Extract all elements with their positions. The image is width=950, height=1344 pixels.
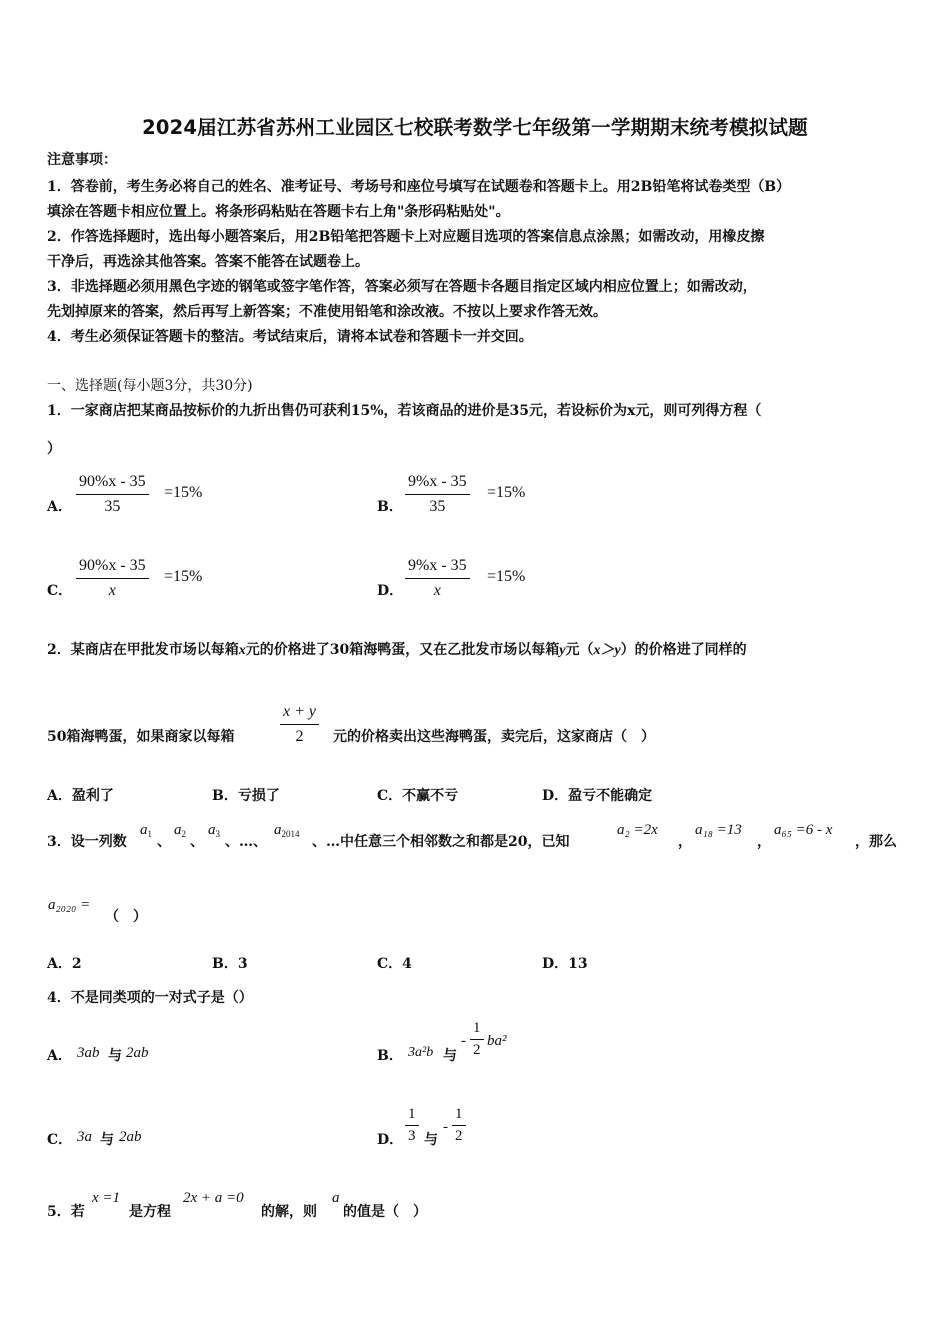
q4-option-b-expr1: 3a²b [408,1045,434,1060]
q4-option-c-expr2: 2ab [119,1129,142,1145]
q3-sep: 、 [190,834,204,850]
question-2-stem-a: 50箱海鸭蛋，如果商家以每箱 [47,729,235,745]
notice-line: 3．非选择题必须用黑色字迹的钢笔或签字笔作答，答案必须写在答题卡各题目指定区域内相应位置上；如需改动， [47,279,757,295]
q1-option-b-label: B． [377,499,403,515]
q5-variable-a: a [332,1190,340,1206]
q2-price-fraction: x + y 2 [280,702,319,747]
q4-option-b-label: B． [377,1048,403,1064]
q4-option-b-fraction: 1 2 [470,1020,484,1059]
question-5-middle-1: 是方程 [129,1204,171,1220]
q2-option-d: D．盈亏不能确定 [542,788,653,804]
q4-option-d-minus: - [443,1119,448,1135]
notice-line: 干净后，再选涂其他答案。答案不能答在试题卷上。 [47,254,369,270]
question-5-middle-2: 的解，则 [261,1204,317,1220]
q1-option-a-rhs: =15% [164,484,203,501]
q1-option-d-rhs: =15% [487,568,526,585]
question-2-stem-b: 元的价格卖出这些海鸭蛋，卖完后，这家商店（ ） [333,729,655,745]
q4-option-c-expr1: 3a [77,1129,92,1145]
q3-option-b: B．3 [212,956,248,972]
q4-option-d-label: D． [377,1132,404,1148]
q5-equation-x: x =1 [92,1190,121,1206]
q3-ask: a₂₀₂₀ = [48,897,91,913]
q3-term-a3: $a_3$ [208,822,220,839]
q2-option-a: A．盈利了 [47,788,114,804]
question-3-middle: 、…中任意三个相邻数之和都是20，已知 [312,834,570,850]
notice-line: 2．作答选择题时，选出每小题答案后，用2B铅笔把答题卡上对应题目选项的答案信息点涂黑；如需改动，用橡皮擦 [47,229,765,245]
q4-option-c-label: C． [47,1132,73,1148]
q3-option-d: D．13 [542,956,588,972]
q2-option-b: B．亏损了 [212,788,280,804]
q3-sep: 、…、 [225,834,267,850]
question-5-suffix: 的值是（ ） [343,1204,427,1220]
q3-option-c: C．4 [377,956,412,972]
question-3-suffix: ，那么 [855,834,897,850]
question-4-stem: 4．不是同类项的一对式子是（） [47,990,253,1006]
q1-option-c-rhs: =15% [164,568,203,585]
notice-line: 4．考生必须保证答题卡的整洁。考试结束后，请将本试卷和答题卡一并交回。 [47,329,533,345]
q1-option-c-fraction: 90%x - 35 x [76,556,149,601]
q4-option-b-expr2: ba² [487,1033,507,1049]
q3-term-a2014: $a_{2014}$ [274,822,300,839]
q3-condition-3: a₆₅ =6 - x [774,822,833,838]
q1-option-c-label: C． [47,583,73,599]
notice-heading: 注意事项： [47,152,117,168]
q4-option-d-with: 与 [424,1132,438,1148]
q3-condition-2: a₁₈ =13 [695,822,742,838]
notice-line: 填涂在答题卡相应位置上。将条形码粘贴在答题卡右上角"条形码粘贴处"。 [47,204,510,220]
q1-option-b-fraction: 9%x - 35 35 [405,472,470,517]
q1-option-a-label: A． [47,499,72,515]
question-2-stem: 2．某商店在甲批发市场以每箱x元的价格进了30箱海鸭蛋，又在乙批发市场以每箱y元（x＞y）的价格进了同样的 [47,642,747,658]
q3-sep: 、 [157,834,171,850]
q1-option-a-fraction: 90%x - 35 35 [76,472,149,517]
q4-option-a-expr1: 3ab [77,1045,100,1061]
q4-option-a-expr2: 2ab [126,1045,149,1061]
q4-option-c-with: 与 [100,1132,114,1148]
section-heading: 一、选择题(每小题3分，共30分) [47,378,253,394]
q3-term-a2: $a_2$ [174,822,186,839]
question-1-stem: 1．一家商店把某商品按标价的九折出售仍可获利15%，若该商品的进价是35元，若设标价为x元，则可列得方程（ [47,403,762,419]
q4-option-b-with: 与 [443,1048,457,1064]
question-5-prefix: 5．若 [47,1204,85,1220]
q3-option-a: A．2 [47,956,82,972]
question-1-stem-end: ） [47,441,61,457]
q4-option-a-label: A． [47,1048,72,1064]
q3-comma: ， [757,834,771,850]
q3-term-a1: $a_1$ [140,822,152,839]
q1-option-d-fraction: 9%x - 35 x [405,556,470,601]
q4-option-a-with: 与 [108,1048,122,1064]
q1-option-b-rhs: =15% [487,484,526,501]
notice-line: 先划掉原来的答案，然后再写上新答案；不准使用铅笔和涂改液。不按以上要求作答无效。 [47,304,607,320]
q4-option-d-fraction-2: 1 2 [452,1106,466,1145]
q3-ask-paren: （ ） [105,909,147,925]
q3-comma: ， [678,834,692,850]
q2-option-c: C．不赢不亏 [377,788,459,804]
q4-option-d-fraction-1: 1 3 [405,1106,419,1145]
q5-equation: 2x + a =0 [183,1190,244,1206]
q1-option-d-label: D． [377,583,404,599]
q4-option-b-minus: - [461,1033,466,1049]
question-3-prefix: 3．设一列数 [47,834,127,850]
page-title: 2024届江苏省苏州工业园区七校联考数学七年级第一学期期末统考模拟试题 [142,116,808,139]
q3-condition-1: a₂ =2x [617,822,658,838]
notice-line: 1．答卷前，考生务必将自己的姓名、准考证号、考场号和座位号填写在试题卷和答题卡上。用2B铅笔将试卷类型（B） [47,179,791,195]
